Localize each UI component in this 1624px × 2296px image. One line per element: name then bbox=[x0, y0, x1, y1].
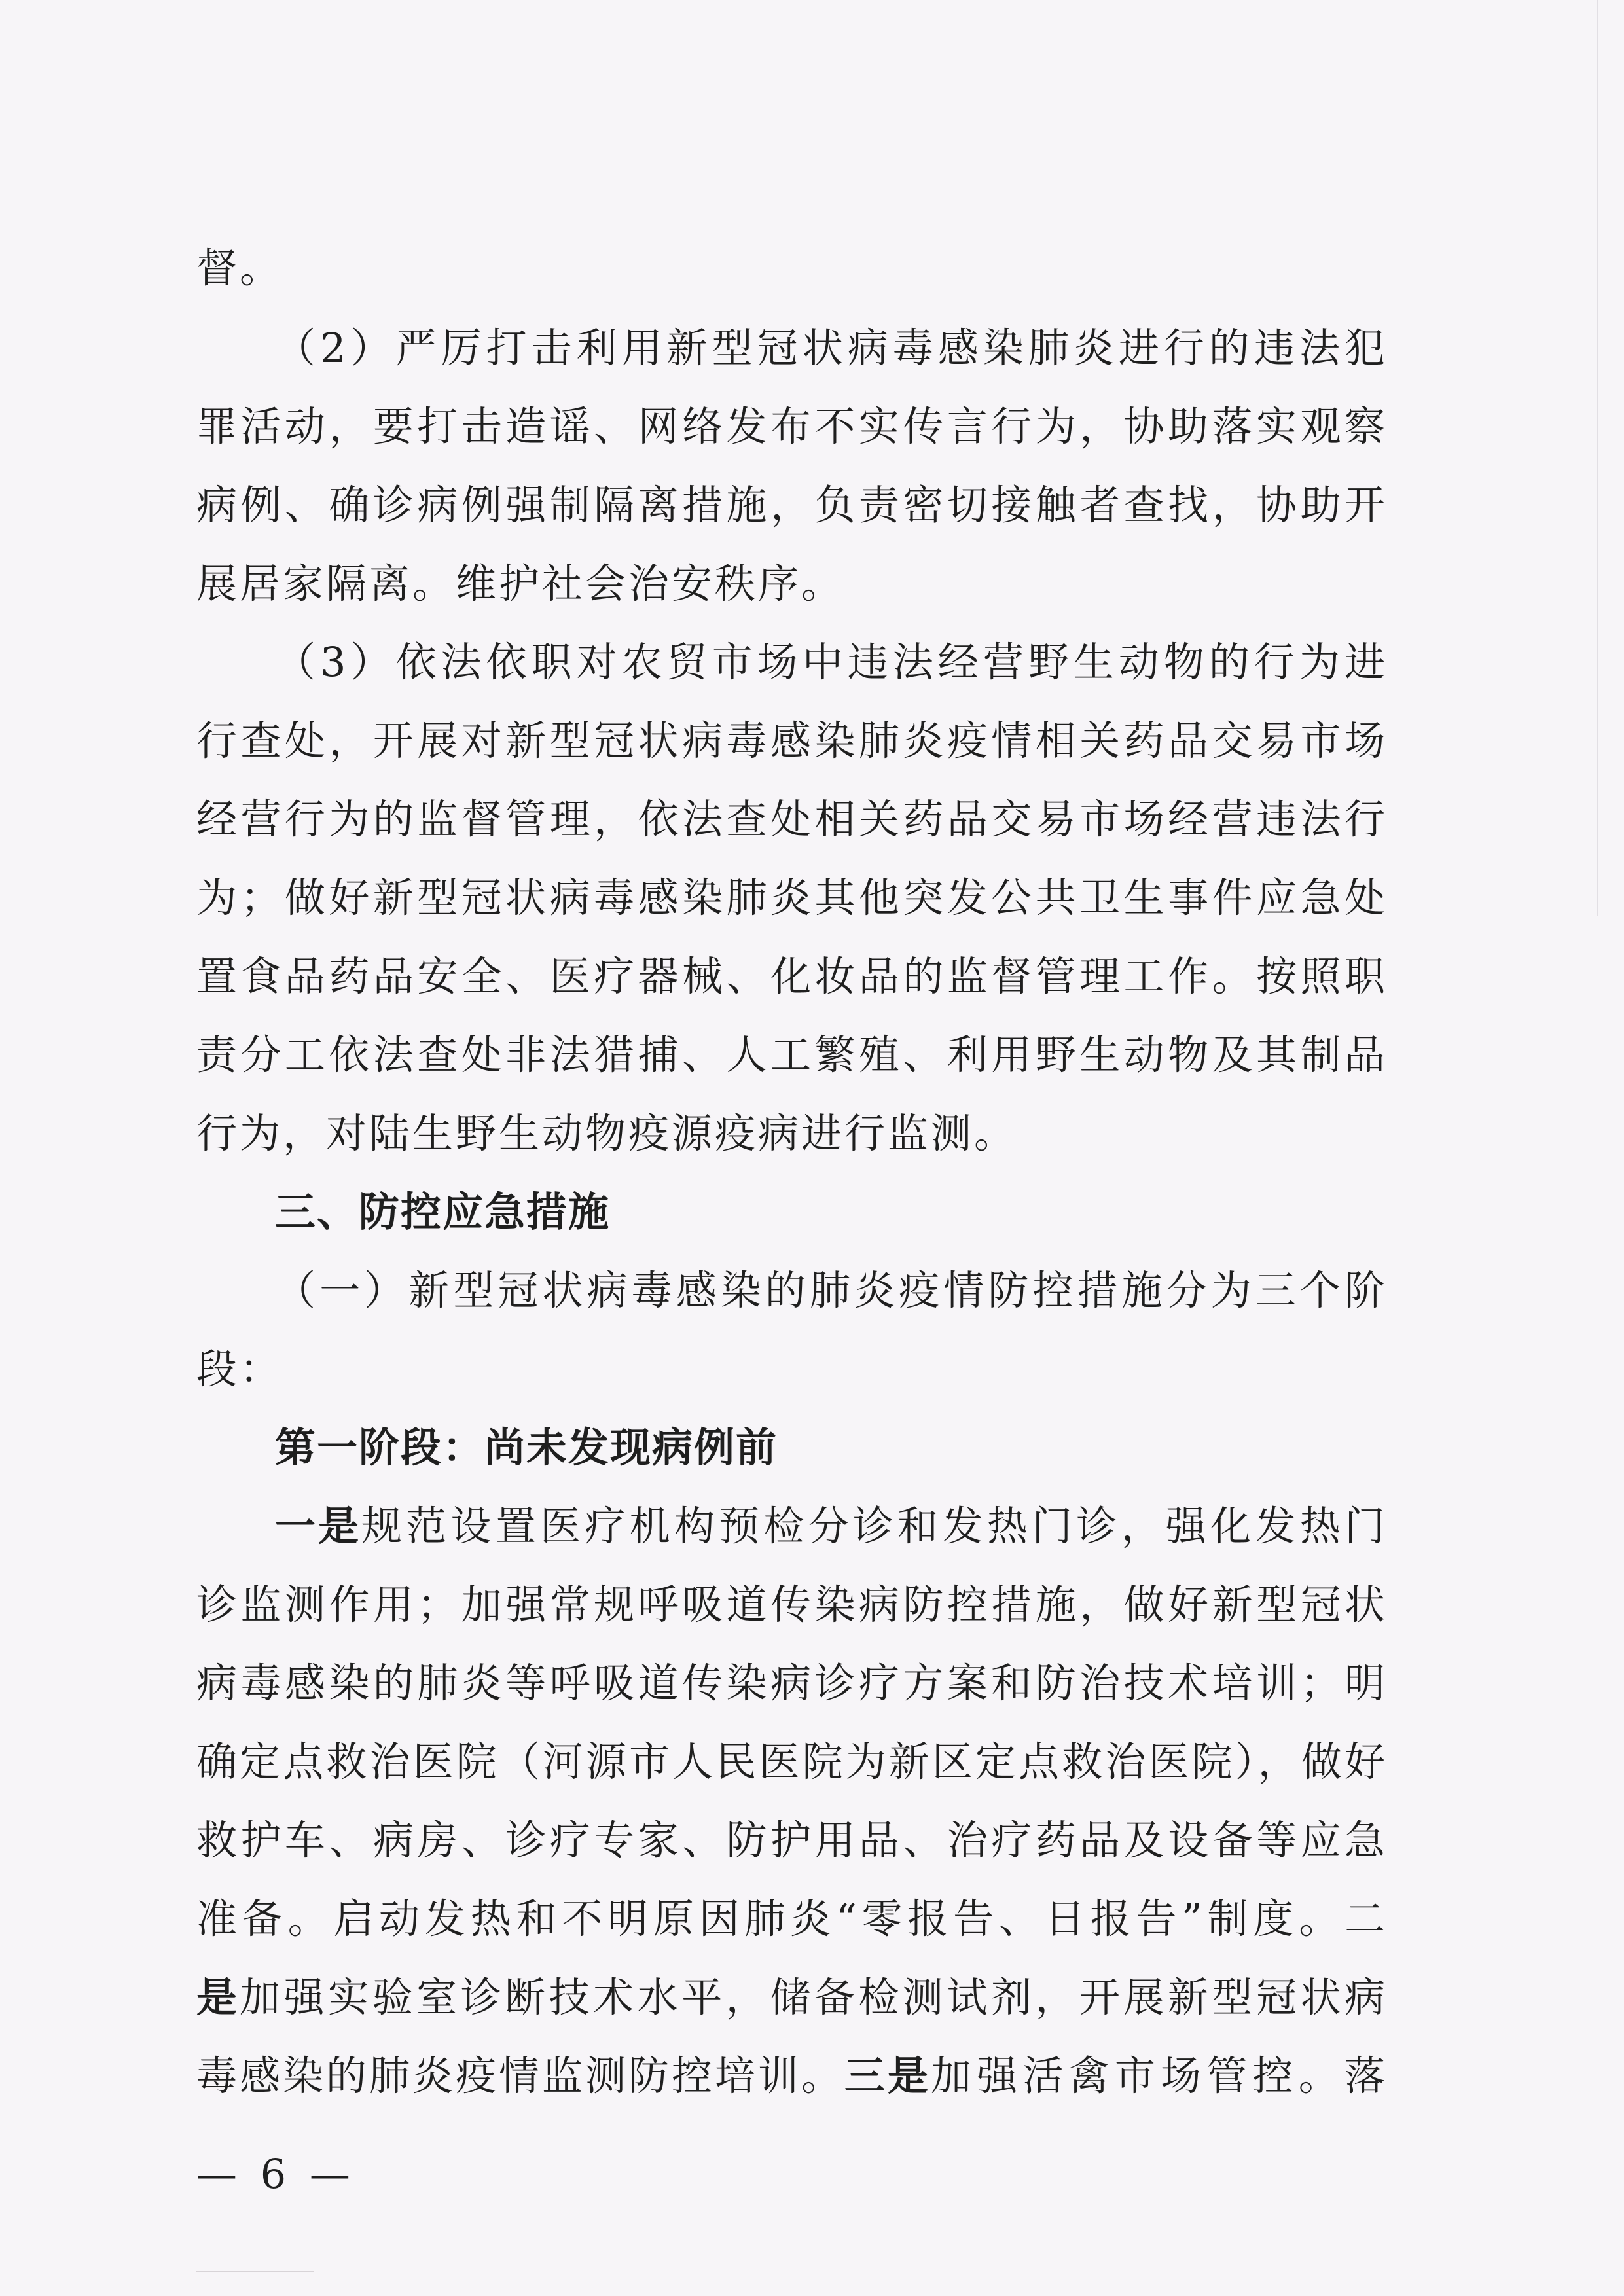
footer-line bbox=[196, 2271, 314, 2272]
text-line-24-part-1: 毒感染的肺炎疫情监测防控培训。 bbox=[196, 2052, 845, 2100]
text-line-7: 行查处，开展对新型冠状病毒感染肺炎疫情相关药品交易市场 bbox=[196, 717, 1388, 764]
emphasis-label: 是 bbox=[196, 1973, 240, 2021]
text-line-24 bbox=[196, 2050, 1388, 2102]
text-line-15: 段： bbox=[196, 1345, 283, 1393]
emphasis-label: 一是 bbox=[275, 1502, 362, 1550]
text-line-24-part-2: 加强活禽市场管控。落 bbox=[931, 2052, 1388, 2100]
text-line-14: （一）新型冠状病毒感染的肺炎疫情防控措施分为三个阶 bbox=[275, 1266, 1388, 1314]
section-heading: 三、防控应急措施 bbox=[275, 1188, 611, 1236]
page-number: — 6 — bbox=[196, 2150, 355, 2198]
text-line-23 bbox=[196, 1971, 1388, 2024]
text-line-17 bbox=[275, 1500, 1388, 1552]
text-line-6: （3）依法依职对农贸市场中违法经营野生动物的行为进 bbox=[275, 638, 1388, 686]
text-line-10: 置食品药品安全、医疗器械、化妆品的监督管理工作。按照职 bbox=[196, 952, 1388, 1000]
text-line-2: （2）严厉打击利用新型冠状病毒感染肺炎进行的违法犯 bbox=[275, 324, 1388, 372]
text-line-5: 展居家隔离。维护社会治安秩序。 bbox=[196, 560, 845, 607]
text-line-9: 为；做好新型冠状病毒感染肺炎其他突发公共卫生事件应急处 bbox=[196, 874, 1388, 922]
text-line-21: 救护车、病房、诊疗专家、防护用品、治疗药品及设备等应急 bbox=[196, 1816, 1388, 1864]
scan-edge-line bbox=[1597, 0, 1598, 916]
text-line-11: 责分工依法查处非法猎捕、人工繁殖、利用野生动物及其制品 bbox=[196, 1031, 1388, 1079]
text-line-23-body: 加强实验室诊断技术水平，储备检测试剂，开展新型冠状病 bbox=[240, 1973, 1388, 2021]
subsection-heading: 第一阶段：尚未发现病例前 bbox=[275, 1424, 778, 1471]
text-line-18: 诊监测作用；加强常规呼吸道传染病防控措施，做好新型冠状 bbox=[196, 1581, 1388, 1628]
text-line-22: 准备。启动发热和不明原因肺炎“零报告、日报告”制度。二 bbox=[196, 1895, 1388, 1943]
text-line-19: 病毒感染的肺炎等呼吸道传染病诊疗方案和防治技术培训；明 bbox=[196, 1659, 1388, 1707]
text-line-20: 确定点救治医院（河源市人民医院为新区定点救治医院），做好 bbox=[196, 1738, 1388, 1785]
emphasis-label: 三是 bbox=[844, 2052, 931, 2100]
text-line-4: 病例、确诊病例强制隔离措施，负责密切接触者查找，协助开 bbox=[196, 481, 1388, 529]
text-line-17-body: 规范设置医疗机构预检分诊和发热门诊，强化发热门 bbox=[361, 1502, 1388, 1550]
text-line-12: 行为，对陆生野生动物疫源疫病进行监测。 bbox=[196, 1109, 1018, 1157]
text-line-8: 经营行为的监督管理，依法查处相关药品交易市场经营违法行 bbox=[196, 795, 1388, 843]
text-line-3: 罪活动，要打击造谣、网络发布不实传言行为，协助落实观察 bbox=[196, 403, 1388, 450]
text-line-1: 督。 bbox=[196, 244, 283, 292]
